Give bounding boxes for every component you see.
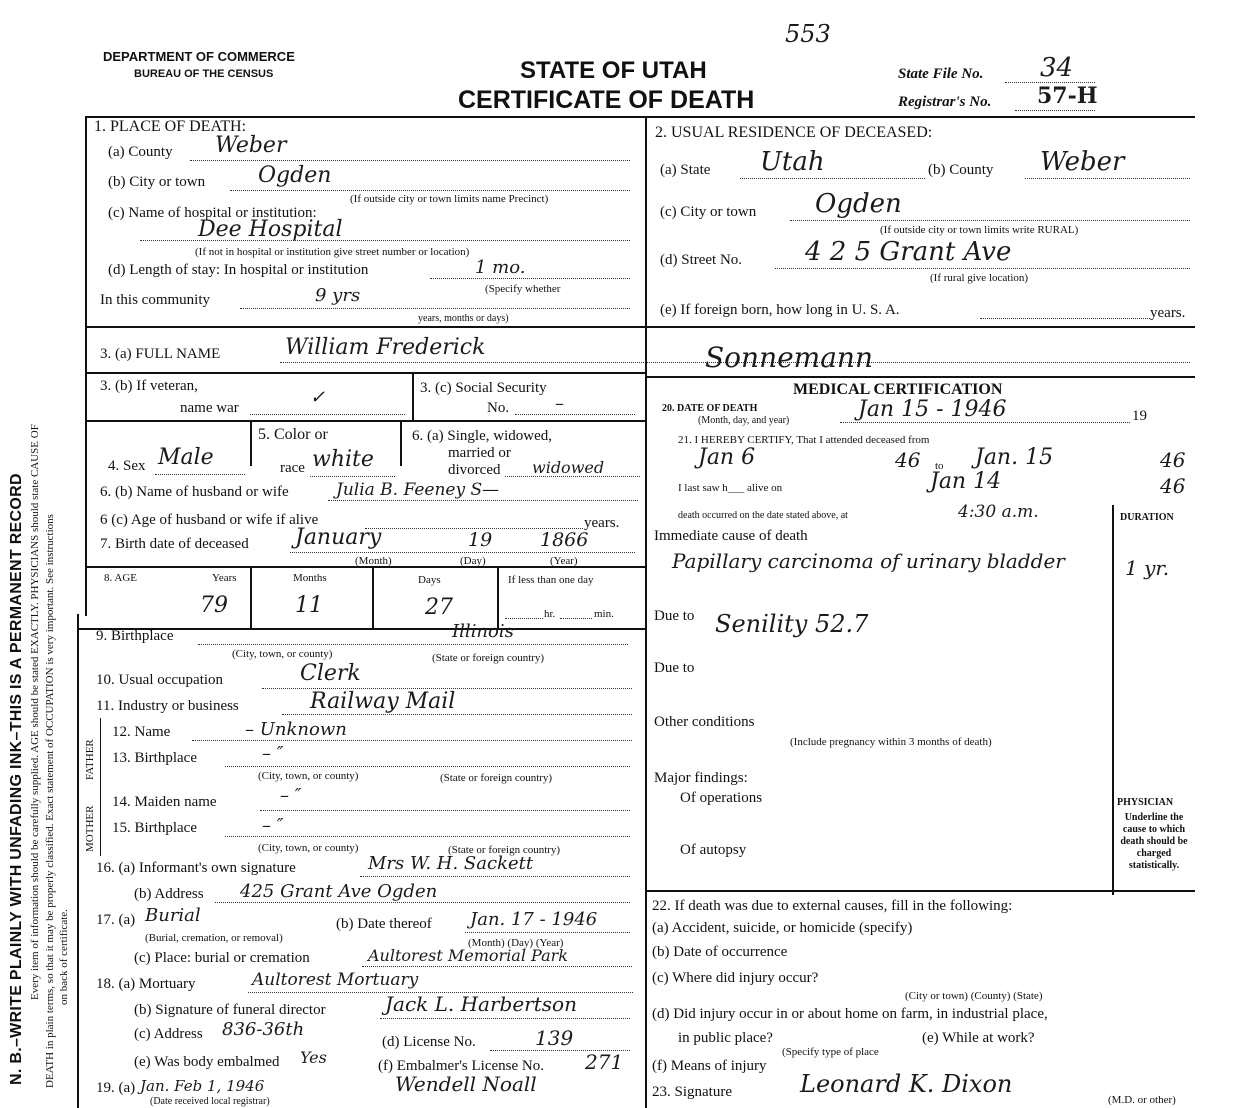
maiden-name-label: 14. Maiden name [112,794,217,810]
immediate-duration: 1 yr. [1125,556,1170,580]
birth-date-label: 7. Birth date of deceased [100,536,249,552]
state-file-value: 34 [1040,53,1074,83]
md-label: (M.D. or other) [1108,1094,1176,1106]
place-stay-label: (d) Length of stay: In hospital or institution [108,262,369,278]
burial-date-caption: (Month) (Day) (Year) [468,937,564,949]
maiden-name-value: – ″ [280,785,302,806]
attended-from-year: 46 [895,448,921,472]
external-b: (b) Date of occurrence [652,944,788,960]
race-label: race [280,460,305,476]
license-label: (d) License No. [382,1034,476,1050]
single-label: 6. (a) Single, widowed, [412,428,552,444]
major-findings-label: Major findings: [654,770,748,786]
father-name-label: 12. Name [112,724,171,740]
age-min-label: min. [594,608,614,620]
age-less-caption: If less than one day [508,574,594,586]
state-title: STATE OF UTAH [520,57,707,84]
registrar-signature: Wendell Noall [395,1072,537,1096]
residence-street-label: (d) Street No. [660,252,743,268]
death-date-label: 20. DATE OF DEATH [662,403,758,414]
place-city-note: (If outside city or town limits name Precinct) [350,193,549,205]
top-number: 553 [785,20,831,48]
attended-to-label: to [935,460,944,472]
other-conditions-caption: (Include pregnancy within 3 months of death) [790,736,992,748]
attended-to: Jan. 15 [975,445,1054,470]
spouse-age-label: 6 (c) Age of husband or wife if alive [100,512,319,528]
sex-value: Male [158,445,214,470]
burial-date-label: (b) Date thereof [336,916,432,932]
license-value: 139 [535,1026,574,1050]
external-c-caption: (City or town) (County) (State) [905,990,1043,1002]
margin-instructions-3: on back of certificate. [58,909,70,1005]
place-stay-value: 1 mo. [475,257,526,278]
place-hospital-note: (If not in hospital or institution give street number or location) [195,246,470,258]
place-city-label: (b) City or town [108,174,206,190]
burial-value: Burial [145,905,201,926]
attended-to-year: 46 [1160,448,1186,472]
residence-street-value: 4 2 5 Grant Ave [805,237,1012,267]
received-label: 19. (a) [96,1080,136,1096]
father-state-caption: (State or foreign country) [440,772,553,784]
veteran-label: 3. (b) If veteran, [100,378,198,394]
embalmer-label: (f) Embalmer's License No. [378,1058,544,1074]
margin-instructions-2: DEATH in plain terms, so that it may be properly classified. Exact statement of OCCUPATION is very important. See instructions [44,514,56,1088]
certificate-title: CERTIFICATE OF DEATH [458,86,755,114]
spouse-age-years: years. [584,515,620,531]
mortuary-address-value: 836-36th [222,1019,305,1040]
place-hospital-value: Dee Hospital [198,217,343,242]
mother-city-caption: (City, town, or county) [258,842,359,854]
place-stay-note: (Specify whether [485,283,561,295]
death-date-caption: (Month, day, and year) [698,415,790,426]
ss-label: 3. (c) Social Security [420,380,547,396]
surname-value: Sonnemann [705,341,873,374]
medical-heading: MEDICAL CERTIFICATION [793,381,1003,398]
married-label: married or [448,445,511,461]
external-d-caption: (Specify type of place [782,1046,879,1058]
physician-label: PHYSICIAN [1117,797,1174,808]
mortuary-label: 18. (a) Mortuary [96,976,196,992]
residence-city-label: (c) City or town [660,204,757,220]
birthplace-state-caption: (State or foreign country) [432,652,545,664]
burial-label: 17. (a) [96,912,136,928]
external-heading: 22. If death was due to external causes, fill in the following: [652,898,1013,914]
residence-city-note: (If outside city or town limits write RURAL) [880,224,1079,236]
external-c: (c) Where did injury occur? [652,970,819,986]
age-months-value: 11 [295,593,323,618]
ss-sub-label: No. [487,400,510,416]
sex-label: 4. Sex [108,458,146,474]
spouse-label: 6. (b) Name of husband or wife [100,484,289,500]
residence-foreign-label: (e) If foreign born, how long in U. S. A. [660,302,900,318]
registrar-label: Registrar's No. [898,94,992,110]
occupation-label: 10. Usual occupation [96,672,224,688]
age-label: 8. AGE [104,572,137,584]
burial-place-value: Aultorest Memorial Park [368,946,568,965]
due-to-label-2: Due to [654,660,695,676]
place-county-label: (a) County [108,144,173,160]
age-years-caption: Years [212,572,237,584]
veteran-sub-label: name war [180,400,239,416]
place-community-label: In this community [100,292,210,308]
mother-birthplace-label: 15. Birthplace [112,820,197,836]
department-label: DEPARTMENT OF COMMERCE [103,49,295,64]
embalmed-label: (e) Was body embalmed [134,1054,280,1070]
informant-address-value: 425 Grant Ave Ogden [240,881,438,902]
duration-label: DURATION [1120,512,1174,523]
residence-street-note: (If rural give location) [930,272,1029,284]
external-f: (f) Means of injury [652,1058,767,1074]
marital-value: widowed [532,458,605,477]
funeral-director-value: Jack L. Harbertson [385,992,577,1016]
other-conditions-label: Other conditions [654,714,755,730]
burial-caption: (Burial, cremation, or removal) [145,932,283,944]
physician-note: Underline the cause to which death should be charged statistically. [1120,812,1188,871]
father-birthplace-label: 13. Birthplace [112,750,197,766]
bureau-label: BUREAU OF THE CENSUS [134,68,274,80]
funeral-director-label: (b) Signature of funeral director [134,1002,326,1018]
birth-month: January [295,525,382,550]
occupation-value: Clerk [300,661,361,686]
place-hospital-label: (c) Name of hospital or institution: [108,205,317,221]
divorced-label: divorced [448,462,501,478]
birth-day-caption: (Day) [460,555,486,567]
signature-label: 23. Signature [652,1084,732,1100]
death-date-year-prefix: 19 [1132,408,1147,424]
birth-day: 19 [468,529,493,551]
place-community-note: years, months or days) [418,313,509,324]
residence-years-label: years. [1150,305,1186,321]
certify-text: 21. I HEREBY CERTIFY, That I attended deceased from [678,434,930,446]
full-name-label: 3. (a) FULL NAME [100,346,221,362]
burial-place-label: (c) Place: burial or cremation [134,950,310,966]
state-file-label: State File No. [898,66,984,82]
mother-birthplace-value: – ″ [262,815,284,836]
embalmed-value: Yes [300,1048,327,1067]
immediate-cause-label: Immediate cause of death [654,528,808,544]
death-date-value: Jan 15 - 1946 [858,397,1007,422]
birthplace-value: Illinois [452,621,514,642]
industry-value: Railway Mail [310,689,456,714]
residence-county-value: Weber [1040,147,1125,177]
registrar-value: 57-H [1037,83,1098,109]
residence-heading: 2. USUAL RESIDENCE OF DECEASED: [655,124,933,141]
informant-value: Mrs W. H. Sackett [368,853,534,874]
received-value: Jan. Feb 1, 1946 [140,1077,265,1095]
mortuary-address-label: (c) Address [134,1026,203,1042]
burial-date-value: Jan. 17 - 1946 [470,909,598,930]
age-days-caption: Days [418,574,441,586]
color-label: 5. Color or [258,426,328,443]
last-saw-year: 46 [1160,474,1186,498]
occurred-value: 4:30 a.m. [958,502,1039,522]
external-d: (d) Did injury occur in or about home on farm, in industrial place, [652,1006,1048,1022]
age-years-value: 79 [200,593,228,618]
external-a: (a) Accident, suicide, or homicide (specify) [652,920,913,936]
birth-month-caption: (Month) [355,555,392,567]
birth-year: 1866 [540,529,589,551]
physician-signature: Leonard K. Dixon [800,1070,1013,1098]
place-community-value: 9 yrs [315,285,361,306]
informant-address-label: (b) Address [134,886,204,902]
birthplace-city-caption: (City, town, or county) [232,648,333,660]
last-saw-text: I last saw h___ alive on [678,482,783,494]
residence-county-label: (b) County [928,162,994,178]
spouse-value: Julia B. Feeney S— [336,480,500,500]
residence-state-label: (a) State [660,162,711,178]
industry-label: 11. Industry or business [96,698,239,714]
age-hr-label: hr. [544,608,556,620]
place-county-value: Weber [215,133,287,158]
full-name-value: William Frederick [285,335,486,360]
mother-side-label: MOTHER [84,805,96,852]
veteran-value: ✓ [310,387,326,408]
age-days-value: 27 [425,595,453,620]
immediate-cause-value: Papillary carcinoma of urinary bladder [672,549,1065,573]
ss-value: – [555,393,564,414]
mortuary-value: Aultorest Mortuary [252,970,419,990]
birth-year-caption: (Year) [550,555,578,567]
external-d2: in public place? [678,1030,773,1046]
margin-instructions-1: Every item of information should be carefully supplied. AGE should be stated EXACTLY. PHYSICIANS should state CAUSE OF [29,424,41,1000]
operations-label: Of operations [680,790,763,806]
age-months-caption: Months [293,572,327,584]
race-value: white [312,447,374,472]
embalmer-value: 271 [585,1050,624,1074]
informant-label: 16. (a) Informant's own signature [96,860,296,876]
father-birthplace-value: – ″ [262,743,284,764]
received-caption: (Date received local registrar) [150,1096,270,1107]
external-e: (e) While at work? [922,1030,1035,1046]
place-heading: 1. PLACE OF DEATH: [94,118,247,135]
place-city-value: Ogden [258,163,332,188]
residence-city-value: Ogden [815,189,902,219]
margin-ink-notice: N. B.–WRITE PLAINLY WITH UNFADING INK–THIS IS A PERMANENT RECORD [8,473,25,1085]
father-side-label: FATHER [84,739,96,780]
attended-from: Jan 6 [698,445,756,470]
due-to-value-1: Senility 52.7 [715,610,869,638]
residence-state-value: Utah [760,147,825,177]
father-city-caption: (City, town, or county) [258,770,359,782]
mother-state-caption: (State or foreign country) [448,844,561,856]
autopsy-label: Of autopsy [680,842,747,858]
father-name-value: – Unknown [245,719,347,740]
last-saw-value: Jan 14 [930,469,1002,494]
birthplace-label: 9. Birthplace [96,628,174,644]
due-to-label-1: Due to [654,608,695,624]
occurred-text: death occurred on the date stated above, at [678,510,848,521]
